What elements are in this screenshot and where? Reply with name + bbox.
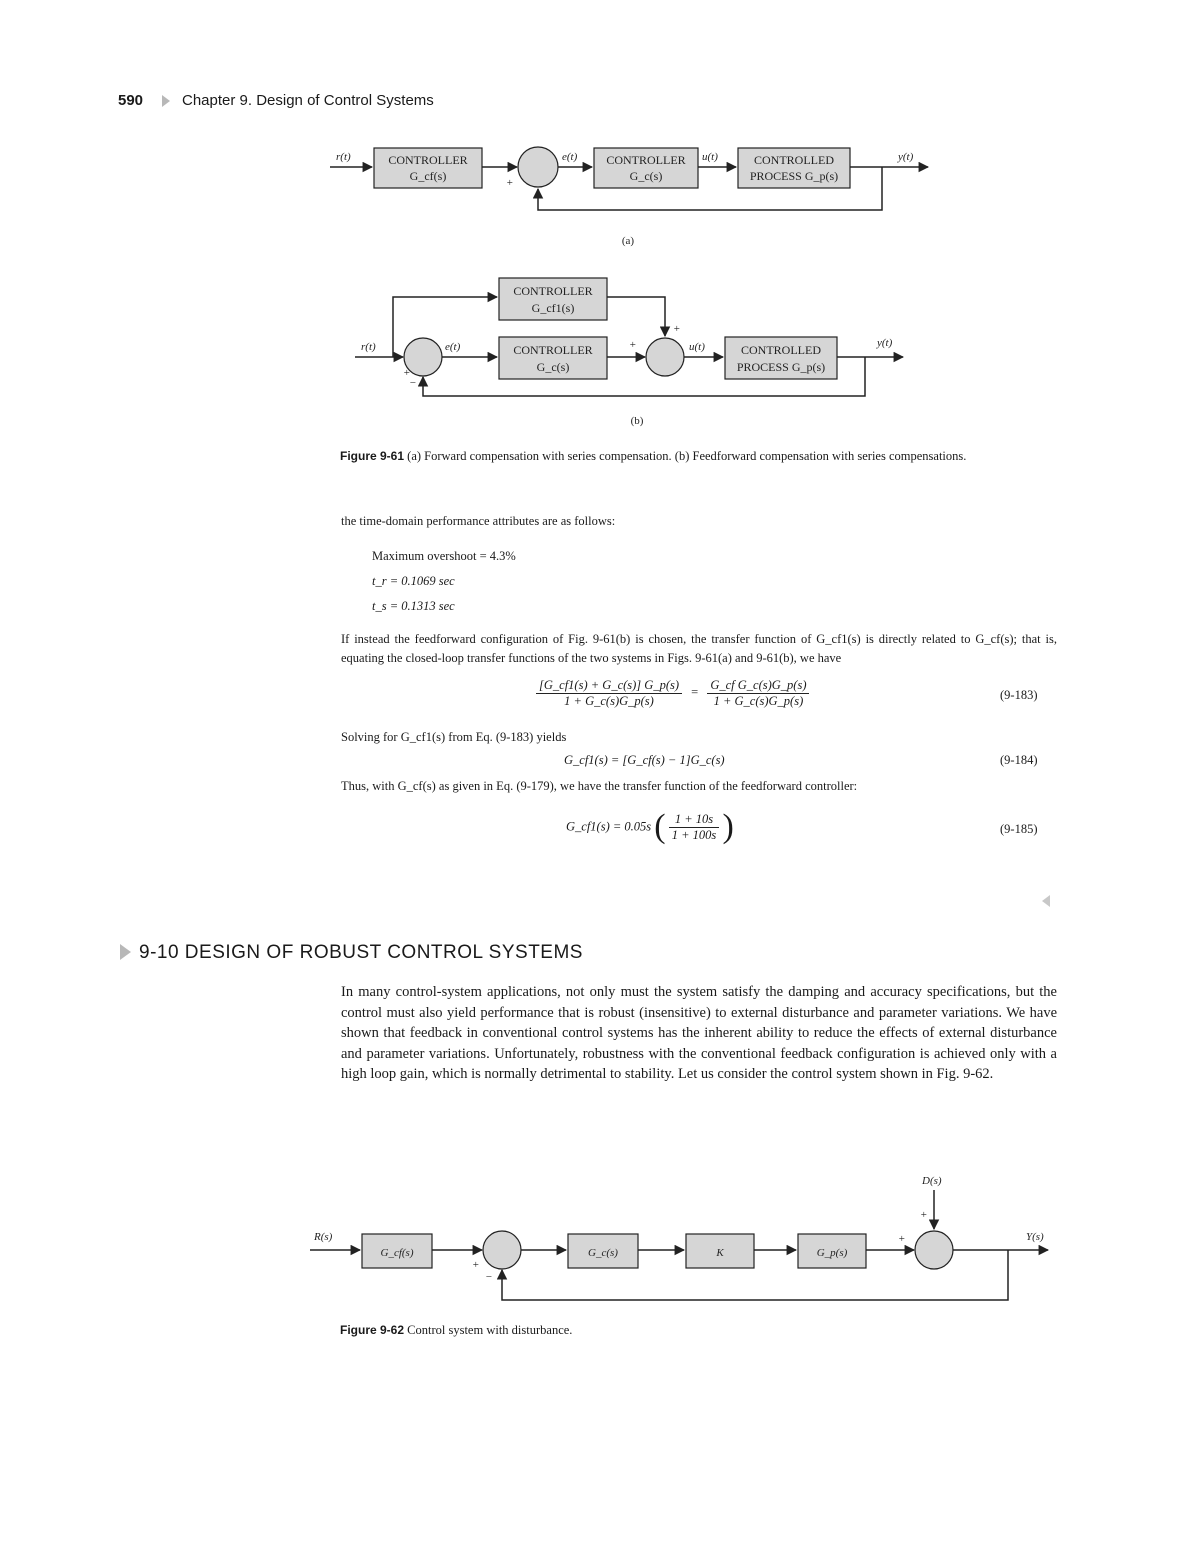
figure-9-61-caption xyxy=(340,447,1060,466)
perf-overshoot: Maximum overshoot = 4.3% xyxy=(372,549,516,563)
fig962-disturbance-label: D(s) xyxy=(922,1175,942,1187)
fig-b-label: (b) xyxy=(630,415,644,427)
fig-a-block2-line1: CONTROLLER xyxy=(606,153,686,167)
fig-a-control-label: u(t) xyxy=(702,151,718,163)
fig962-sum2 xyxy=(915,1231,953,1269)
eq183-equals: = xyxy=(691,685,699,700)
fig-a-summing-junction xyxy=(518,147,558,187)
figure-9-62-caption xyxy=(340,1321,1060,1340)
eq185-lhs: G_cf1(s) = 0.05s xyxy=(566,819,652,834)
fig-a-block1-line2: G_cf(s) xyxy=(409,169,447,183)
fig-b-gc-line2: G_c(s) xyxy=(536,360,570,374)
eq185-num: 1 + 10s xyxy=(669,812,720,828)
fig-a-sum-plus: + xyxy=(506,177,514,189)
fig-a-output-label: y(t) xyxy=(898,151,914,163)
fig-b-error-label: e(t) xyxy=(445,341,461,353)
fig962-input-label: R(s) xyxy=(314,1231,333,1243)
fig962-sum1-plus: + xyxy=(472,1259,480,1271)
fig962-sum2-plus-top: + xyxy=(920,1209,928,1221)
fig-b-sum2 xyxy=(646,338,684,376)
eq185-frac xyxy=(669,812,720,843)
fig-b-sum2-plus-top: + xyxy=(673,323,681,335)
fig-b-ff-line2: G_cf1(s) xyxy=(531,301,575,315)
fig962-b3-label: K xyxy=(716,1247,724,1259)
eq183-rhs-num: G_cf G_c(s)G_p(s) xyxy=(707,678,809,694)
fig-a-block3-line1: CONTROLLED xyxy=(754,153,834,167)
figure-9-61-caption-text: (a) Forward compensation with series compensation. (b) Feedforward compensation with series compensations. xyxy=(407,449,967,463)
thus-text: Thus, with G_cf(s) as given in Eq. (9-179), we have the transfer function of the feedforward controller: xyxy=(341,779,858,793)
fig-b-gp-line1: CONTROLLED xyxy=(741,343,821,357)
fig-b-output-label: y(t) xyxy=(877,337,893,349)
paragraph-robust: In many control-system applications, not only must the system satisfy the damping and accuracy specifications, but the control must also yield performance that is robust (insensitive) to external disturbance and parameter variations. We have shown that feedback in conventional control systems has the inherent ability to reduce the effects of external disturbance and parameter variations. Unfortunately, robustness with the conventional feedback configuration is achieved only with a high loop gain, which is normally detrimental to stability. Let us consider the control system shown in Fig. 9-62. xyxy=(341,984,1057,1082)
paragraph-feedforward: If instead the feedforward configuration of Fig. 9-61(b) is chosen, the transfer function of G_cf1(s) is directly related to G_cf(s); that is, equating the closed-loop transfer functions of the two systems in Figs. 9-61(a) and 9-61(b), we have xyxy=(341,632,1057,665)
figure-9-61a xyxy=(330,140,950,260)
fig-b-ff-line1: CONTROLLER xyxy=(513,284,593,298)
fig962-b1-label: G_cf(s) xyxy=(380,1247,414,1259)
fig962-sum2-plus-left: + xyxy=(898,1233,906,1245)
section-arrow-icon xyxy=(120,944,131,960)
fig-a-block3-line2: PROCESS G_p(s) xyxy=(749,169,839,183)
figure-9-61b xyxy=(355,270,925,450)
solving-text: Solving for G_cf1(s) from Eq. (9-183) yields xyxy=(341,730,567,744)
eq183-lhs xyxy=(536,678,682,709)
perf-settling-time: t_s = 0.1313 sec xyxy=(372,599,455,613)
figure-9-62 xyxy=(310,1168,1050,1318)
page-number: 590 xyxy=(118,92,144,109)
fig-b-sum1-plus: + xyxy=(403,367,411,379)
eq183-rhs xyxy=(707,678,809,709)
running-title: Chapter 9. Design of Control Systems xyxy=(182,92,434,109)
eq183-number: (9-183) xyxy=(1000,688,1038,702)
fig962-b4-label: G_p(s) xyxy=(816,1247,848,1259)
figure-9-62-tag: Figure 9-62 xyxy=(340,1323,405,1337)
eq183-lhs-num: [G_cf1(s) + G_c(s)] G_p(s) xyxy=(536,678,682,694)
header-arrow-icon xyxy=(162,95,170,107)
fig-a-block2-line2: G_c(s) xyxy=(629,169,663,183)
fig-b-input-label: r(t) xyxy=(361,341,376,353)
perf-rise-time: t_r = 0.1069 sec xyxy=(372,574,455,588)
perf-intro: the time-domain performance attributes are as follows: xyxy=(341,514,616,528)
eq183-rhs-den: 1 + G_c(s)G_p(s) xyxy=(713,694,804,708)
fig962-b2-label: G_c(s) xyxy=(588,1247,618,1259)
eq185-den: 1 + 100s xyxy=(671,827,717,842)
fig-a-input-label: r(t) xyxy=(336,151,351,163)
fig-a-error-label: e(t) xyxy=(562,151,578,163)
eq183-lhs-den: 1 + G_c(s)G_p(s) xyxy=(564,694,654,708)
fig-b-sum2-plus-left: + xyxy=(629,339,637,351)
fig962-sum1 xyxy=(483,1231,521,1269)
fig-b-control-label: u(t) xyxy=(689,341,705,353)
eq184-number: (9-184) xyxy=(1000,753,1038,767)
figure-9-61-tag: Figure 9-61 xyxy=(340,449,405,463)
back-arrow-icon xyxy=(1042,895,1050,907)
equation-9-184: G_cf1(s) = [G_cf(s) − 1]G_c(s) xyxy=(564,753,725,767)
fig-b-gc-line1: CONTROLLER xyxy=(513,343,593,357)
eq185-number: (9-185) xyxy=(1000,822,1038,836)
section-title: 9-10 DESIGN OF ROBUST CONTROL SYSTEMS xyxy=(139,942,583,963)
figure-9-62-caption-text: Control system with disturbance. xyxy=(407,1323,573,1337)
fig-a-block1-line1: CONTROLLER xyxy=(388,153,468,167)
equation-9-185: G_cf1(s) = 0.05s ( $\frac{1 + 10s}{1 + 100s}$ ) xyxy=(566,808,734,845)
fig-b-gp-line2: PROCESS G_p(s) xyxy=(736,360,826,374)
fig962-sum1-minus: − xyxy=(485,1271,493,1283)
section-heading xyxy=(120,942,583,964)
equation-9-183 xyxy=(536,678,809,709)
fig962-output-label: Y(s) xyxy=(1026,1231,1044,1243)
fig-b-sum1-minus: − xyxy=(409,377,417,389)
fig-a-label: (a) xyxy=(621,235,635,247)
